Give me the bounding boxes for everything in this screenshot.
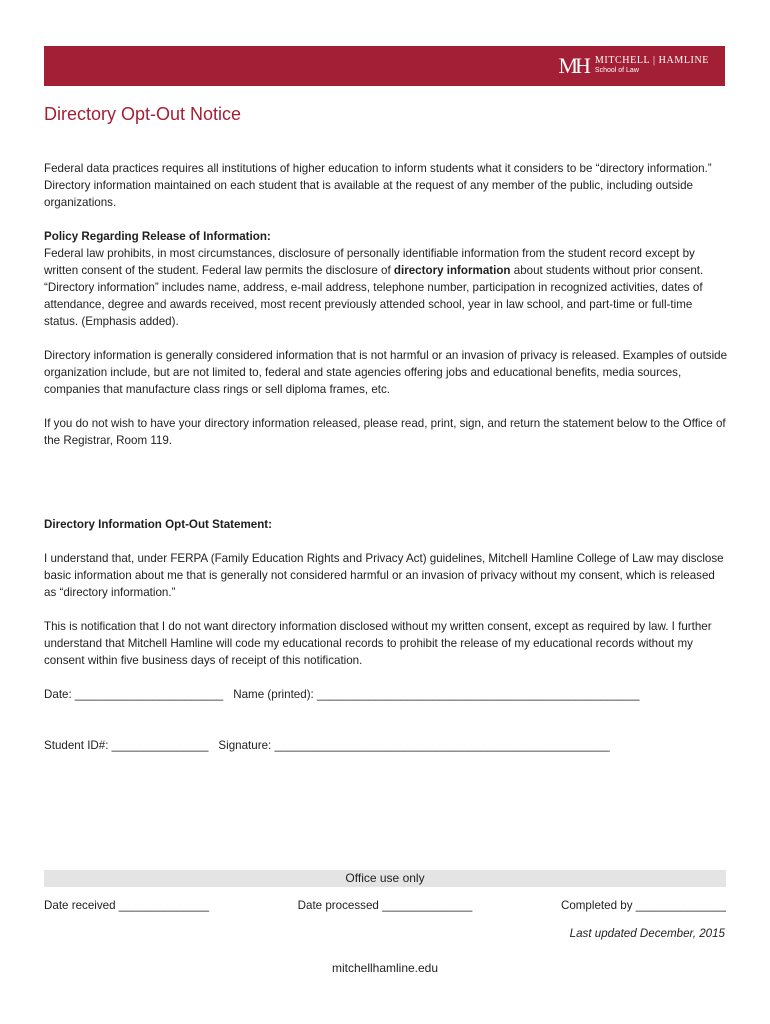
document-body [44,160,729,788]
header-bar [44,46,725,86]
logo-subtitle: School of Law [594,67,639,74]
statement-paragraph-2: This is notification that I do not want directory information disclosed without my written consent, except as required by law. I further understand that Mitchell Hamline will code my educational records to prohibit the release of my educational records without my consent within five business days of receipt of this notification. [44,620,712,667]
policy-text-before: Federal law prohibits, in most circumstances, disclosure of personally identifiable information from the student record except by written consent of the student. Federal law permits the disclosure of [44,247,695,277]
logo-mark: MH [558,53,588,78]
school-logo [558,53,709,78]
office-use-bar: Office use only [44,870,726,887]
logo-text [595,56,709,76]
date-received-field[interactable]: Date received ______________ [44,899,210,912]
student-id-field[interactable]: Student ID#: _______________ [44,739,209,752]
field-row-1 [44,686,729,703]
signature-field[interactable]: Signature: ____________________________________________________ [218,739,610,752]
policy-heading: Policy Regarding Release of Information: [44,230,271,243]
policy-text-after: about students without prior consent. “Directory information” includes name, address, e-mail address, telephone number, participation in recognized activities, dates of attendance, degree and awards received, most recent previously attended school, year in law school, and part-time or full-time status. (Emphasis added). [44,264,704,328]
footer-url: mitchellhamline.edu [331,961,439,975]
field-row-2 [44,737,729,754]
statement-paragraph-1: I understand that, under FERPA (Family Education Rights and Privacy Act) guidelines, Mitchell Hamline College of Law may disclose basic information about me that is generally not considered harmful or an invasion of privacy without my consent, which is released as “directory information.” [44,552,724,599]
policy-section [44,228,729,330]
date-field[interactable]: Date: _______________________ [44,688,224,701]
completed-by-field[interactable]: Completed by ______________ [560,899,726,912]
general-paragraph: Directory information is generally considered information that is not harmful or an invasion of privacy is released. Examples of outside organization include, but are not limited to, federal and state agencies offering jobs and educational benefits, media sources, companies that manufacture class rings or sell diploma frames, etc. [44,349,728,396]
instructions-paragraph: If you do not wish to have your directory information released, please read, print, sign, and return the statement below to the Office of the Registrar, Room 119. [44,417,726,447]
statement-heading: Directory Information Opt-Out Statement: [44,518,273,531]
last-updated: Last updated December, 2015 [569,927,725,940]
policy-text-bold: directory information [393,264,511,277]
spacer [44,466,729,516]
name-field[interactable]: Name (printed): __________________________________________________ [233,688,640,701]
intro-paragraph: Federal data practices requires all institutions of higher education to inform students what it considers to be “directory information.” Directory information maintained on each student that is available at the request of any member of the public, including outside organizations. [44,162,712,209]
office-use-row [44,899,726,912]
page-title: Directory Opt-Out Notice [44,104,242,124]
logo-name: MITCHELL | HAMLINE [594,55,709,66]
date-processed-field[interactable]: Date processed ______________ [297,899,473,912]
